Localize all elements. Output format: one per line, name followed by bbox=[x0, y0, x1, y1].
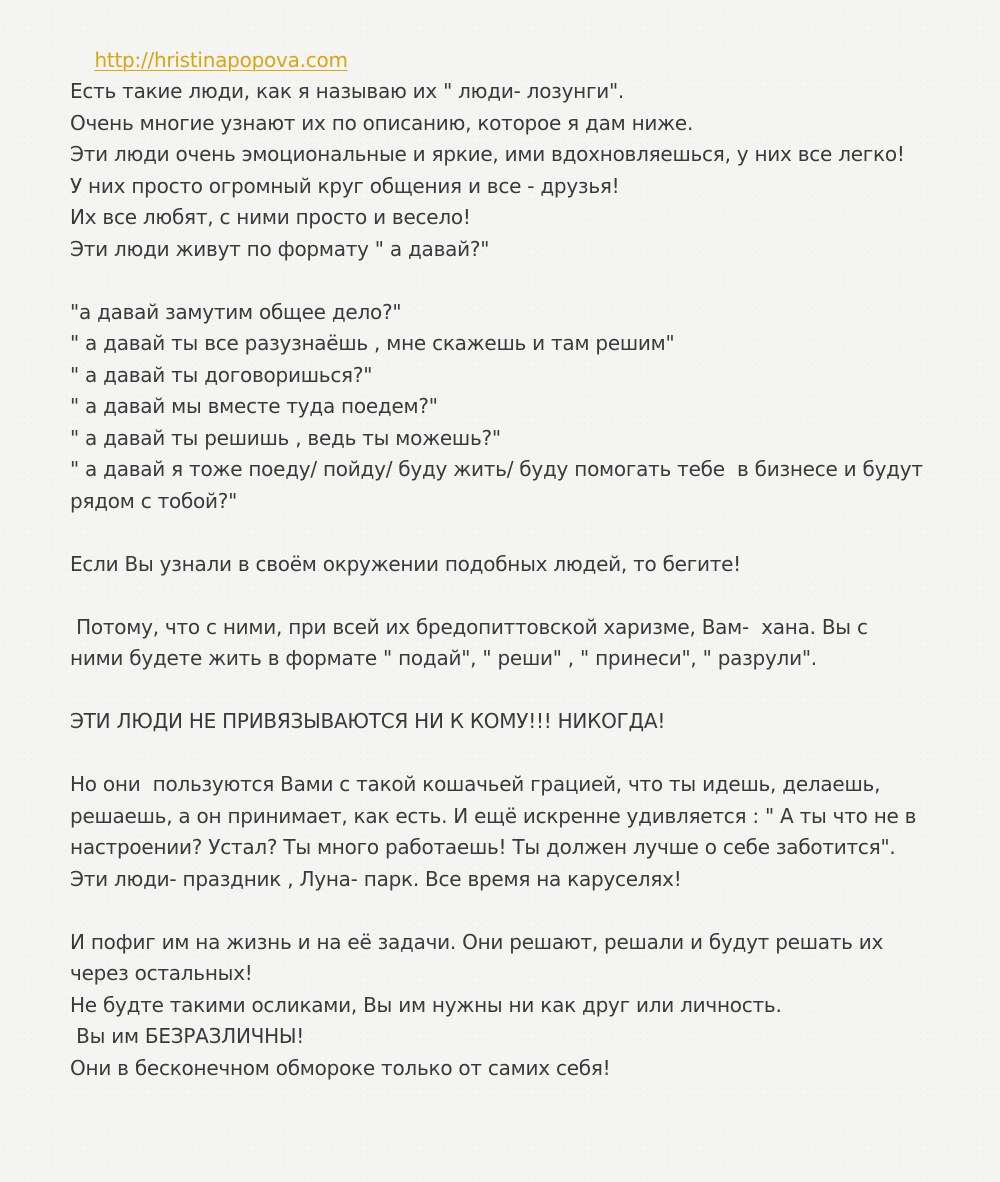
paragraph-7 bbox=[70, 927, 960, 1085]
paragraph-4 bbox=[70, 612, 960, 675]
paragraph-6 bbox=[70, 769, 960, 895]
text-line: " а давай ты все разузнаёшь , мне скажешь и там решим" bbox=[70, 331, 675, 355]
text-line: Вы им БЕЗРАЗЛИЧНЫ! bbox=[70, 1024, 305, 1048]
text-line: ЭТИ ЛЮДИ НЕ ПРИВЯЗЫВАЮТСЯ НИ К КОМУ!!! НИКОГДА! bbox=[70, 709, 666, 733]
text-line: И пофиг им на жизнь и на её задачи. Они решают, решали и будут решать их bbox=[70, 929, 884, 954]
text-line: Есть такие люди, как я называю их " люди- лозунги". bbox=[70, 79, 625, 103]
text-line: ними будете жить в формате " подай", " реши" , " принеси", " разрули". bbox=[70, 646, 817, 670]
text-line: У них просто огромный круг общения и все - друзья! bbox=[70, 173, 620, 198]
text-line: Очень многие узнают их по описанию, которое я дам ниже. bbox=[70, 110, 694, 135]
header-line bbox=[70, 13, 960, 72]
text-line: "а давай замутим общее дело?" bbox=[70, 299, 402, 324]
text-line: " а давай ты решишь , ведь ты можешь?" bbox=[70, 425, 501, 450]
blank-line bbox=[70, 895, 960, 927]
text-line: Если Вы узнали в своём окружении подобных людей, то бегите! bbox=[70, 551, 741, 576]
text-line: Они в бесконечном обмороке только от самих себя! bbox=[70, 1055, 611, 1080]
text-line: через остальных! bbox=[70, 961, 253, 985]
text-line: Но они пользуются Вами с такой кошачьей грацией, что ты идешь, делаешь, bbox=[70, 772, 881, 796]
text-line: " а давай я тоже поеду/ пойду/ буду жить/ буду помогать тебе в бизнесе и будут bbox=[70, 457, 923, 481]
paragraph-1 bbox=[70, 76, 960, 265]
paragraph-2 bbox=[70, 297, 960, 518]
blank-line bbox=[70, 675, 960, 707]
text-line: решаешь, а он принимает, как есть. И ещё искренне удивляется : " А ты что не в bbox=[70, 803, 917, 828]
text-line: Эти люди- праздник , Луна- парк. Все время на каруселях! bbox=[70, 866, 682, 891]
text-line: настроении? Устал? Ты много работаешь! Ты должен лучше о себе заботится". bbox=[70, 835, 896, 859]
text-line: Их все любят, с ними просто и весело! bbox=[70, 205, 471, 229]
website-link[interactable]: http://hristinapopova.com bbox=[94, 47, 348, 72]
blank-line bbox=[70, 580, 960, 612]
paragraph-5 bbox=[70, 706, 960, 738]
text-line: рядом с тобой?" bbox=[70, 488, 238, 513]
text-line: " а давай мы вместе туда поедем?" bbox=[70, 394, 438, 418]
text-line: Эти люди очень эмоциональные и яркие, ими вдохновляешься, у них все легко! bbox=[70, 142, 905, 166]
text-line: " а давай ты договоришься?" bbox=[70, 362, 373, 387]
text-line: Потому, что с ними, при всей их бредопиттовской харизме, Вам- хана. Вы с bbox=[70, 614, 868, 639]
blank-line bbox=[70, 265, 960, 297]
paragraph-3 bbox=[70, 549, 960, 581]
text-line: Эти люди живут по формату " а давай?" bbox=[70, 236, 490, 261]
text-line: Не будте такими осликами, Вы им нужны ни как друг или личность. bbox=[70, 992, 782, 1017]
blank-line bbox=[70, 517, 960, 549]
blank-line bbox=[70, 738, 960, 770]
